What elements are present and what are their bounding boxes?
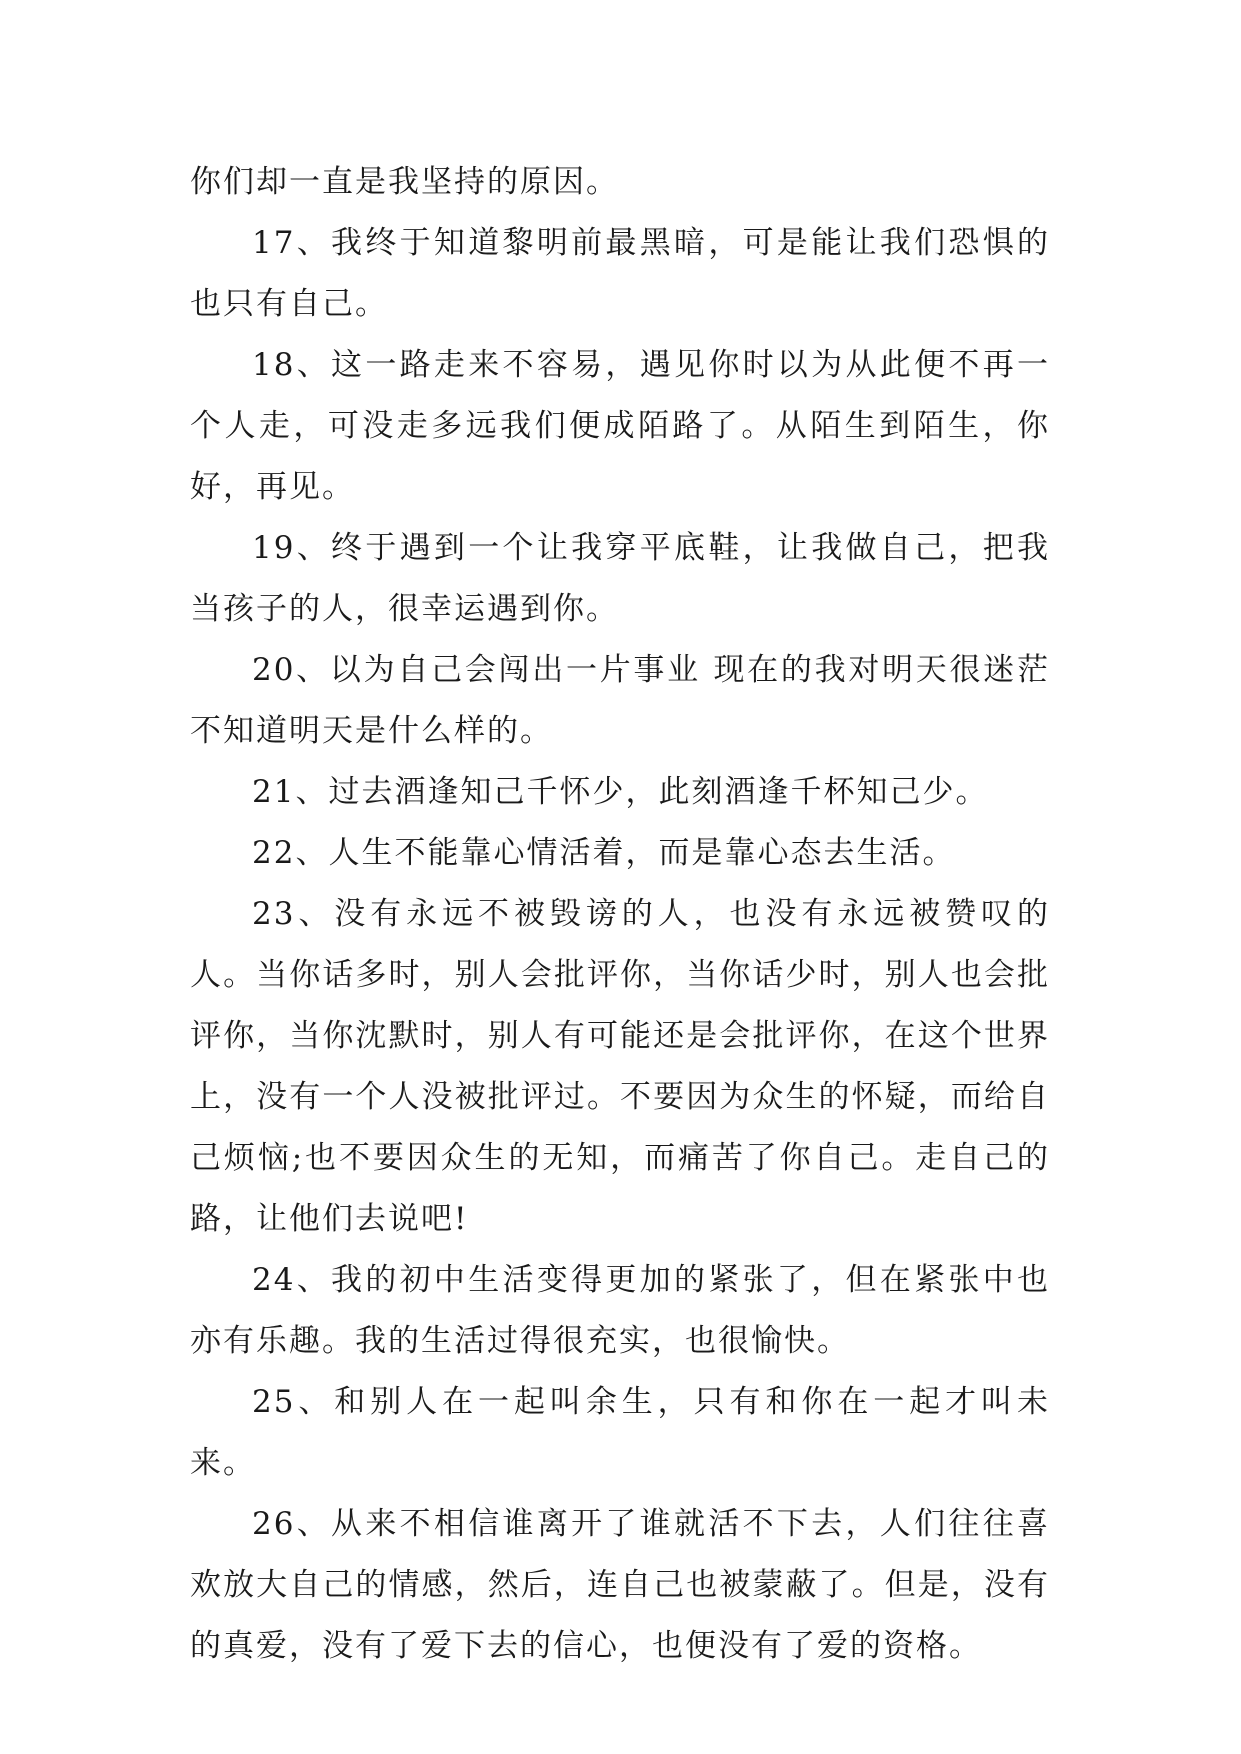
paragraph-item-26: 26、从来不相信谁离开了谁就活不下去，人们往往喜欢放大自己的情感，然后，连自己也被蒙蔽了。但是，没有的真爱，没有了爱下去的信心，也便没有了爱的资格。 — [190, 1506, 1050, 1664]
paragraph-item-18: 18、这一路走来不容易，遇见你时以为从此便不再一个人走，可没走多远我们便成陌路了。从陌生到陌生，你好，再见。 — [190, 347, 1050, 505]
paragraph-item-20: 20、以为自己会闯出一片事业 现在的我对明天很迷茫不知道明天是什么样的。 — [190, 652, 1050, 749]
paragraph-continuation: 你们却一直是我坚持的原因。 — [190, 164, 619, 200]
paragraph-item-17: 17、我终于知道黎明前最黑暗，可是能让我们恐惧的也只有自己。 — [190, 225, 1050, 322]
paragraph-item-25: 25、和别人在一起叫余生，只有和你在一起才叫未来。 — [190, 1384, 1050, 1481]
document-body — [190, 152, 1050, 1677]
paragraph-item-21: 21、过去酒逢知己千怀少，此刻酒逢千杯知己少。 — [252, 774, 989, 810]
paragraph-item-24: 24、我的初中生活变得更加的紧张了，但在紧张中也亦有乐趣。我的生活过得很充实，也很愉快。 — [190, 1262, 1050, 1359]
paragraph-item-22: 22、人生不能靠心情活着，而是靠心态去生活。 — [252, 835, 956, 871]
paragraph-item-19: 19、终于遇到一个让我穿平底鞋，让我做自己，把我当孩子的人，很幸运遇到你。 — [190, 530, 1050, 627]
paragraph-item-23: 23、没有永远不被毁谤的人，也没有永远被赞叹的人。当你话多时，别人会批评你，当你话少时，别人也会批评你，当你沈默时，别人有可能还是会批评你，在这个世界上，没有一个人没被批评过。不要因为众生的怀疑，而给自己烦恼;也不要因众生的无知，而痛苦了你自己。走自己的路，让他们去说吧! — [190, 896, 1050, 1237]
